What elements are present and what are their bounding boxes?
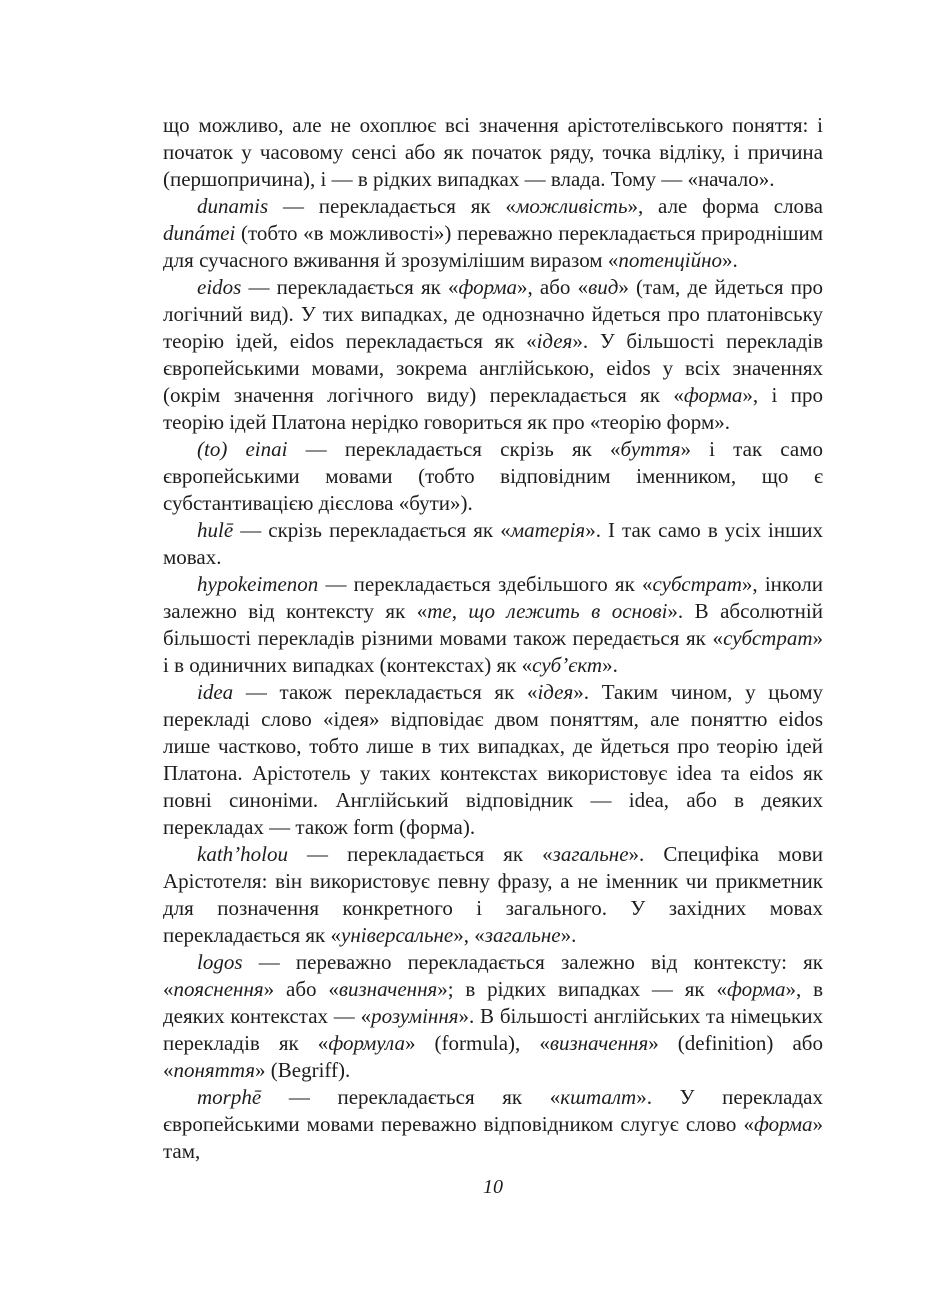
text-run: ». У більшості перекладів європейськими мовами, зокрема англійською, eidos у всіх значеннях (окрім значення логічного виду) перекладається як « — [163, 329, 823, 407]
text-run: — перекладається як « — [268, 194, 516, 218]
text-run: ». — [602, 653, 618, 677]
text-run: », « — [453, 923, 485, 947]
text-run-italic: кшталт — [560, 1085, 637, 1109]
text-run-italic: можливість — [515, 194, 628, 218]
paragraph — [163, 841, 823, 949]
text-run-italic: hypokeimenon — [197, 572, 319, 596]
text-run: — перекладається як « — [287, 842, 553, 866]
text-run-italic: субстрат — [652, 572, 742, 596]
text-run-italic: універсальне — [341, 923, 454, 947]
text-run-italic: пояснення — [173, 977, 264, 1001]
text-run: ». В абсолютній більшості перекладів різними мовами також передається як « — [163, 599, 823, 650]
text-run-italic: форма — [726, 977, 786, 1001]
text-run-italic: форма — [458, 275, 517, 299]
text-run: що можливо, але не охоплює всі значення арістотелівського поняття: і початок у часовому сенсі або як початок ряду, точка відліку, і причина (першопричина), і — в рідких випадках — влада. Тому — «начало». — [163, 113, 823, 191]
text-run: — також перекладається як « — [233, 680, 538, 704]
paragraph — [163, 571, 823, 679]
text-run-italic: ідея — [537, 680, 574, 704]
text-run: »; в рідких випадках — як « — [437, 977, 727, 1001]
text-run: ». У перекладах європейськими мовами переважно відповідником слугує слово « — [163, 1085, 823, 1136]
text-run: » там, — [163, 1112, 823, 1163]
paragraph — [163, 112, 823, 193]
text-run: ». І так само в усіх інших мовах. — [163, 518, 823, 569]
text-run: — скрізь перекладається як « — [233, 518, 511, 542]
text-run: — перекладається як « — [261, 1085, 561, 1109]
text-run: — переважно перекладається залежно від контексту: як « — [163, 950, 823, 1001]
paragraph — [163, 949, 823, 1084]
text-run-italic: формула — [328, 1031, 405, 1055]
text-run-italic: dunámei — [163, 221, 236, 245]
text-run: » (там, де йдеться про логічний вид). У тих випадках, де однозначно йдеться про платонівську теорію ідей, eidos перекладається як « — [163, 275, 823, 353]
text-run: », але форма слова — [627, 194, 824, 218]
text-run-italic: (to) einai — [197, 437, 288, 461]
text-run-italic: вид — [588, 275, 619, 299]
text-run: ». Таким чином, у цьому перекладі слово «ідея» відповідає двом поняттям, але поняттю eidos лише частково, тобто лише в тих випадках, де йдеться про теорію ідей Платона. Арістотель у таких контекстах використовує idea та eidos як повні синоніми. Англійський відповідник — idea, або в деяких перекладах — також form (форма). — [163, 680, 823, 839]
text-run: (тобто «в можливості») переважно перекладається природнішим для сучасного вживання й зрозумілішим виразом « — [163, 221, 823, 272]
text-run: ». Специфіка мови Арістотеля: він використовує певну фразу, а не іменник чи прикметник для позначення конкретного і загального. У західних мовах перекладається як « — [163, 842, 823, 947]
text-run-italic: morphē — [197, 1085, 262, 1109]
page-number: 10 — [483, 1176, 503, 1198]
text-run: » або « — [263, 977, 339, 1001]
text-run-italic: форма — [683, 383, 743, 407]
text-run-italic: суб’єкт — [532, 653, 603, 677]
text-run: », в деяких контекстах — « — [163, 977, 823, 1028]
text-run-italic: матерія — [510, 518, 586, 542]
text-run-italic: logos — [197, 950, 243, 974]
text-run: » і в одиничних випадках (контекстах) як « — [163, 626, 823, 677]
text-run-italic: поняття — [173, 1058, 256, 1082]
text-block — [163, 112, 823, 1165]
text-run-italic: форма — [754, 1112, 813, 1136]
text-run: », і про теорію ідей Платона нерідко говориться як про «теорію форм». — [163, 383, 824, 434]
text-run: », інколи залежно від контексту як « — [163, 572, 823, 623]
text-run: ». — [722, 248, 738, 272]
text-run: » (formula), « — [404, 1031, 550, 1055]
text-run-italic: потенційно — [618, 248, 723, 272]
text-run-italic: eidos — [197, 275, 242, 299]
text-run-italic: загальне — [552, 842, 629, 866]
paragraph — [163, 436, 823, 517]
text-run-italic: субстрат — [723, 626, 813, 650]
paragraph — [163, 193, 823, 274]
text-run-italic: визначення — [338, 977, 438, 1001]
paragraph — [163, 517, 823, 571]
text-run: ». — [560, 923, 577, 947]
text-run: » (Begriff). — [255, 1058, 351, 1082]
text-run: — перекладається скрізь як « — [287, 437, 621, 461]
text-run: ». В більшості англійських та німецьких перекладів як « — [163, 1004, 823, 1055]
text-run-italic: визначення — [549, 1031, 649, 1055]
text-run: », або « — [516, 275, 589, 299]
text-run-italic: dunamis — [197, 194, 269, 218]
text-run-italic: розуміння — [371, 1004, 459, 1028]
text-run: » (definition) або « — [163, 1031, 823, 1082]
paragraph — [163, 274, 823, 436]
text-run-italic: ідея — [536, 329, 573, 353]
text-run-italic: kath’holou — [197, 842, 288, 866]
paragraph — [163, 679, 823, 841]
text-run-italic: idea — [197, 680, 234, 704]
paragraph — [163, 1084, 823, 1165]
text-run: — перекладається здебільшого як « — [318, 572, 653, 596]
text-run-italic: загальне — [484, 923, 561, 947]
text-run: — перекладається як « — [241, 275, 459, 299]
text-run-italic: те, що лежить в основі — [427, 599, 668, 623]
text-run-italic: буття — [620, 437, 681, 461]
text-run: » і так само європейськими мовами (тобто відповідним іменником, що є субстантивацією дієслова «бути»). — [163, 437, 823, 515]
text-run-italic: hulē — [197, 518, 234, 542]
